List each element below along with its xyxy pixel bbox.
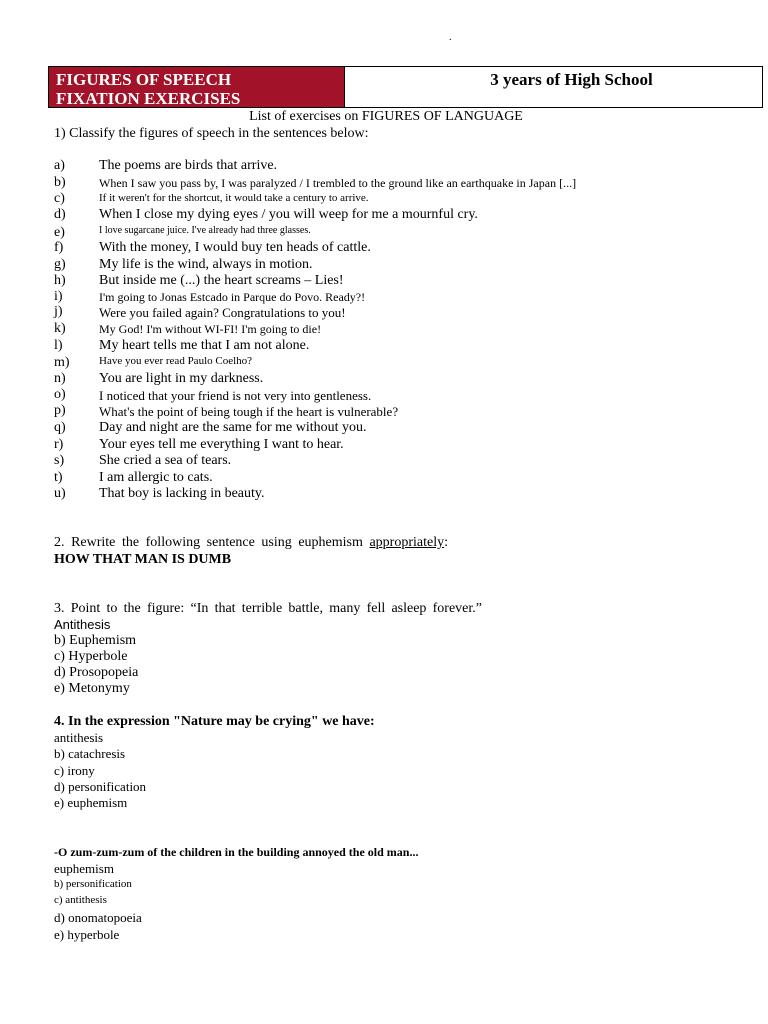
item-text: If it weren't for the shortcut, it would take a century to arrive. [99,192,369,204]
item-letter: u) [54,486,66,501]
item-text: When I close my dying eyes / you will weep for me a mournful cry. [99,207,478,222]
question-5-option: b) personification [54,878,132,890]
header-title-line2: FIXATION EXERCISES [56,89,241,108]
item-text: I noticed that your friend is not very into gentleness. [99,388,372,403]
item-text: My God! I'm without WI-FI! I'm going to die! [99,322,322,336]
item-letter: h) [54,273,66,288]
item-letter: i) [54,289,63,304]
question-3-prompt: 3. Point to the figure: “In that terrible battle, many fell asleep forever.” [54,601,482,616]
question-5-prompt: -O zum-zum-zum of the children in the building annoyed the old man... [54,845,419,859]
item-letter: n) [54,371,66,386]
question-4-option: e) euphemism [54,795,128,810]
item-text: I love sugarcane juice. I've already had three glasses. [99,225,311,236]
question-3-option: d) Prosopopeia [54,665,139,680]
question-5-option: d) onomatopoeia [54,910,142,925]
question-4-option: c) irony [54,763,95,778]
item-letter: t) [54,470,63,485]
question-4-option: antithesis [54,730,104,745]
question-3-option: c) Hyperbole [54,649,128,664]
question-2-prompt [54,535,448,551]
item-text: Day and night are the same for me without you. [99,420,367,435]
header-title-line1: FIGURES OF SPEECH [56,70,232,89]
header-grade-cell: 3 years of High School [490,70,653,89]
question-4-option: d) personification [54,779,147,794]
item-letter: f) [54,240,64,255]
question-3-option: Antithesis [54,617,111,632]
item-letter: o) [54,387,66,402]
item-text: My heart tells me that I am not alone. [99,338,310,353]
question-5-option: c) antithesis [54,894,107,906]
item-letter: l) [54,338,63,353]
item-text: She cried a sea of tears. [99,453,232,468]
item-letter: g) [54,257,66,272]
item-text: Your eyes tell me everything I want to hear. [99,437,344,452]
item-letter: b) [54,175,66,190]
header-title-cell [49,67,345,107]
item-letter: m) [54,355,70,370]
item-letter: k) [54,321,66,336]
question-3-option: e) Metonymy [54,681,130,696]
question-2-prompt-text: 2. Rewrite the following sentence using euphemism [54,535,363,550]
item-letter: a) [54,158,65,173]
item-letter: e) [54,225,65,240]
item-letter: q) [54,420,66,435]
item-text: What's the point of being tough if the heart is vulnerable? [99,404,399,419]
item-letter: d) [54,207,66,222]
question-5-option: euphemism [54,861,114,876]
header-table [48,66,763,108]
question-4-prompt: 4. In the expression "Nature may be crying" we have: [54,714,375,729]
question-4-option: b) catachresis [54,746,126,761]
question-2-sentence: HOW THAT MAN IS DUMB [54,552,232,567]
item-letter: j) [54,304,63,319]
item-text: Have you ever read Paulo Coelho? [99,355,253,367]
page-subtitle: List of exercises on FIGURES OF LANGUAGE [249,109,523,124]
item-text: When I saw you pass by, I was paralyzed / I trembled to the ground like an earthquake in Japan [...] [99,176,577,190]
item-letter: s) [54,453,65,468]
item-text: My life is the wind, always in motion. [99,257,313,272]
question-3-option: b) Euphemism [54,633,137,648]
question-1-prompt: 1) Classify the figures of speech in the sentences below: [54,126,369,141]
item-text: I'm going to Jonas Estcado in Parque do Povo. Ready?! [99,290,366,304]
item-letter: r) [54,437,64,452]
item-letter: p) [54,403,66,418]
item-text: Were you failed again? Congratulations to you! [99,305,346,320]
item-text: That boy is lacking in beauty. [99,486,265,501]
question-2-underlined-word: appropriately [369,535,445,550]
question-2-colon: : [444,535,448,550]
item-letter: c) [54,191,65,206]
item-text: But inside me (...) the heart screams – Lies! [99,273,344,288]
item-text: The poems are birds that arrive. [99,158,278,173]
item-text: With the money, I would buy ten heads of cattle. [99,240,371,255]
item-text: I am allergic to cats. [99,470,213,485]
page-dot: . [449,32,452,43]
item-text: You are light in my darkness. [99,371,264,386]
question-5-option: e) hyperbole [54,927,120,942]
